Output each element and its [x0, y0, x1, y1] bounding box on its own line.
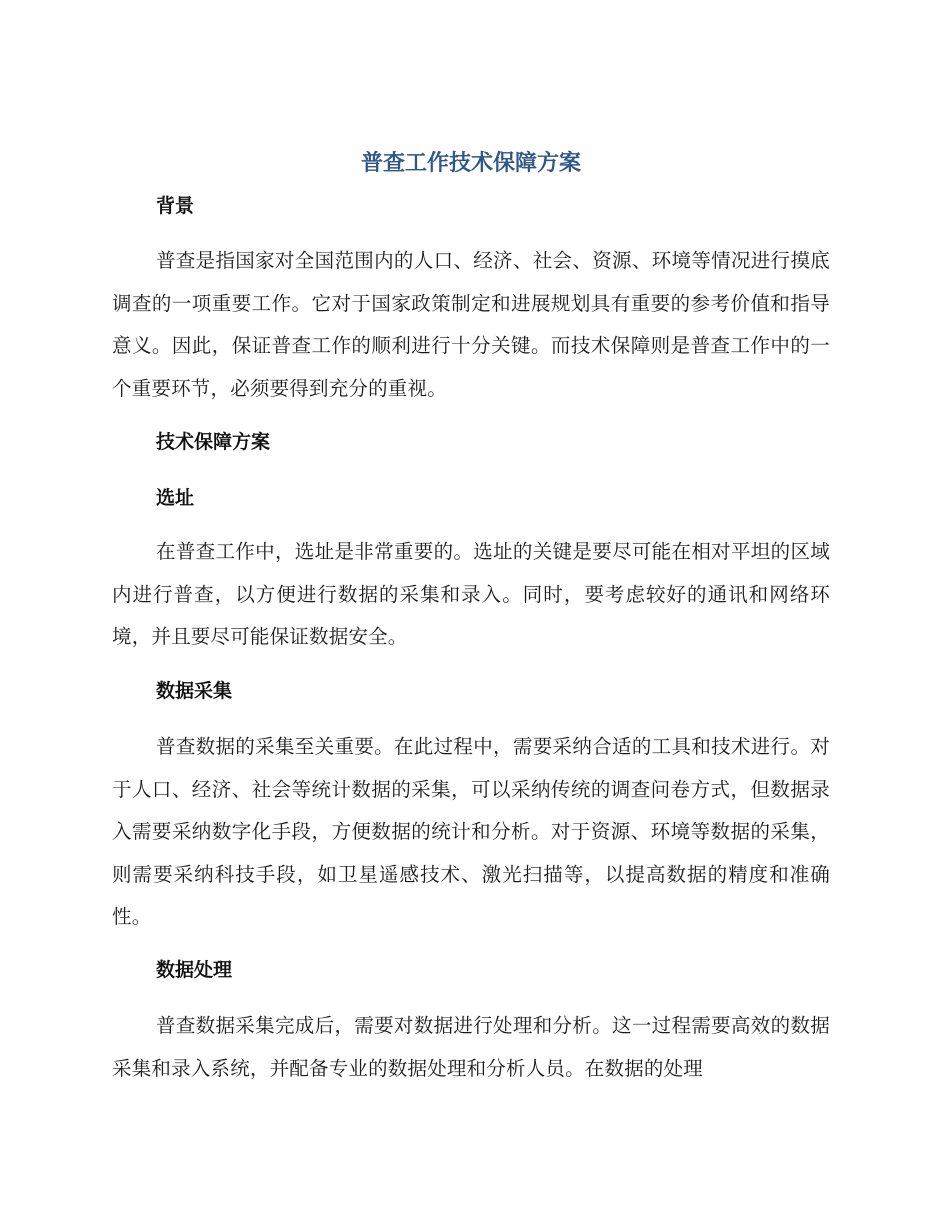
section-paragraph-data-processing: 普查数据采集完成后，需要对数据进行处理和分析。这一过程需要高效的数据采集和录入系统，并配备专业的数据处理和分析人员。在数据的处理 [112, 1014, 830, 1080]
section-paragraph-site-selection: 在普查工作中，选址是非常重要的。选址的关键是要尽可能在相对平坦的区域内进行普查，以方便进行数据的采集和录入。同时，要考虑较好的通讯和网络环境，并且要尽可能保证数据安全。 [112, 540, 830, 648]
section-heading-data-collection: 数据采集 [156, 680, 233, 702]
section-heading-site-selection: 选址 [156, 487, 195, 509]
section-paragraph-background: 普查是指国家对全国范围内的人口、经济、社会、资源、环境等情况进行摸底调查的一项重要工作。它对于国家政策制定和进展规划具有重要的参考价值和指导意义。因此，保证普查工作的顺利进行十分关键。而技术保障则是普查工作中的一个重要环节，必须要得到充分的重视。 [112, 249, 830, 400]
section-paragraph-data-collection: 普查数据的采集至关重要。在此过程中，需要采纳合适的工具和技术进行。对于人口、经济、社会等统计数据的采集，可以采纳传统的调查问卷方式，但数据录入需要采纳数字化手段，方便数据的统计和分析。对于资源、环境等数据的采集，则需要采纳科技手段，如卫星遥感技术、激光扫描等，以提高数据的精度和准确性。 [112, 735, 830, 928]
document-title: 普查工作技术保障方案 [360, 151, 581, 176]
section-heading-data-processing: 数据处理 [156, 959, 233, 981]
section-heading-tech-plan: 技术保障方案 [156, 431, 271, 453]
section-heading-background: 背景 [156, 195, 195, 217]
